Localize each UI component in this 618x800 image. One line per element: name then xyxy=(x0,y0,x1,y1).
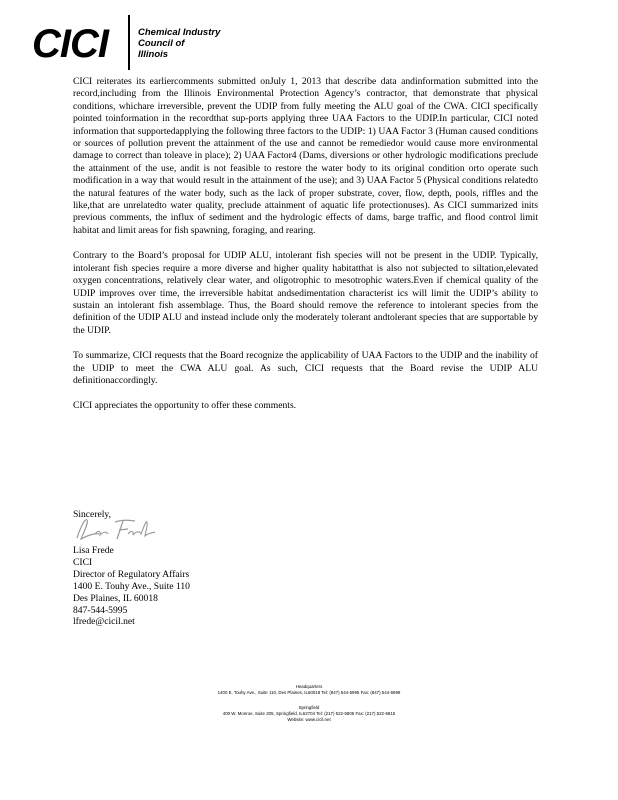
paragraph-4: CICI appreciates the opportunity to offer these comments. xyxy=(73,400,297,412)
council-name-line2: Council of xyxy=(138,38,185,49)
footer-hq-label: Headquarters xyxy=(295,684,323,689)
signer-name: Lisa Frede xyxy=(73,545,114,556)
signer-address-line1: 1400 E. Touhy Ave., Suite 110 xyxy=(73,580,190,592)
letter-body xyxy=(73,76,538,426)
signer-title: Director of Regulatory Affairs xyxy=(73,568,190,580)
signer-email[interactable]: lfrede@cicil.net xyxy=(73,616,135,628)
footer-website[interactable]: Website: www.cicil.net xyxy=(287,717,331,722)
council-name-line1: Chemical Industry xyxy=(138,27,221,38)
handwritten-signature xyxy=(73,512,158,544)
signer-address-line2: Des Plaines, IL 60018 xyxy=(73,592,158,604)
paragraph-1: CICI reiterates its earliercomments submitted onJuly 1, 2013 that describe data andinformation submitted into the record,including from the Illinois Environmental Protection Agency’s contractor, that demonstrate that physical conditions, whichare irreversible, prevent the UDIP from fully meeting the ALU goal of the CWA. CICI specifically pointed toinformation in the recordthat sup-ports applying three UAA Factors to the UDIP.In particular, CICI noted information that supportedapplying the following three factors to the UDIP: 1) UAA Factor 3 (Human caused conditions or sources of pollution prevent the attainment of the use and cannot be remediedor would cause more environmental damage to correct than toleave in place); 2) UAA Factor4 (Dams, diversions or other hydrologic modifications preclude the attainment of the use, andit is not feasible to restore the water body to its original condition orto operate such modification in a way that would result in the attainment of the use); and 3) UAA Factor 5 (Physical conditions relatedto the natural features of the water body, such as the lack of proper substrate, cover, flow, depth, pools, riffles and the like,that are unrelatedto water quality, preclude attainment of aquatic life protectionuses). As CICI summarized inits previous comments, the influx of sediment and the hydrologic effects of dams, barge traffic, and flood control limit habitat and limit areas for fish spawning, foraging, and rearing. xyxy=(73,76,538,236)
signer-phone: 847-544-5995 xyxy=(73,604,128,616)
signer-org: CICI xyxy=(73,556,93,568)
footer-headquarters xyxy=(0,684,618,696)
footer-hq-address: 1400 E. Touhy Ave., Suite 110, Des Plaines, IL60018 Tel: (847) 544-5995 Fax: (847) 544-5999 xyxy=(217,690,401,695)
cici-logo: CICI xyxy=(32,22,108,66)
footer-springfield-label: Springfield xyxy=(298,705,320,710)
footer-springfield xyxy=(0,705,618,723)
closing: Sincerely, xyxy=(73,509,112,520)
council-name xyxy=(138,27,220,60)
signature-block xyxy=(73,545,190,628)
council-name-line3: Illinois xyxy=(138,49,169,60)
paragraph-2: Contrary to the Board’s proposal for UDIP ALU, intolerant fish species will not be present in the UDIP. Typically, intolerant fish species require a more diverse and higher quality habitatthat is also not subjected to siltation,elevated oxygen concentrations, relatively clear water, and oligotrophic to mesotrophic waters.Even if chemical quality of the UDIP improves over time, the irreversible habitat andsedimentation characterist ics will limit the UDIP’s ability to sustain an intolerant fish assemblage. Thus, the Board should remove the reference to intolerant species from the definition of the UDIP ALU and instead include only the moderately tolerant andtolerant species that are supportable by the UDIP. xyxy=(73,250,538,336)
logo-divider xyxy=(128,15,130,70)
paragraph-3: To summarize, CICI requests that the Board recognize the applicability of UAA Factors to the UDIP and the inability of the UDIP to meet the CWA ALU goal. As such, CICI requests that the Board revise the UDIP ALU definitionaccordingly. xyxy=(73,350,538,386)
footer-springfield-address: 400 W. Monroe, Suite 205, Springfield, IL62704 Tel: (217) 522-5805 Fax: (217) 522-5815 xyxy=(222,711,396,716)
